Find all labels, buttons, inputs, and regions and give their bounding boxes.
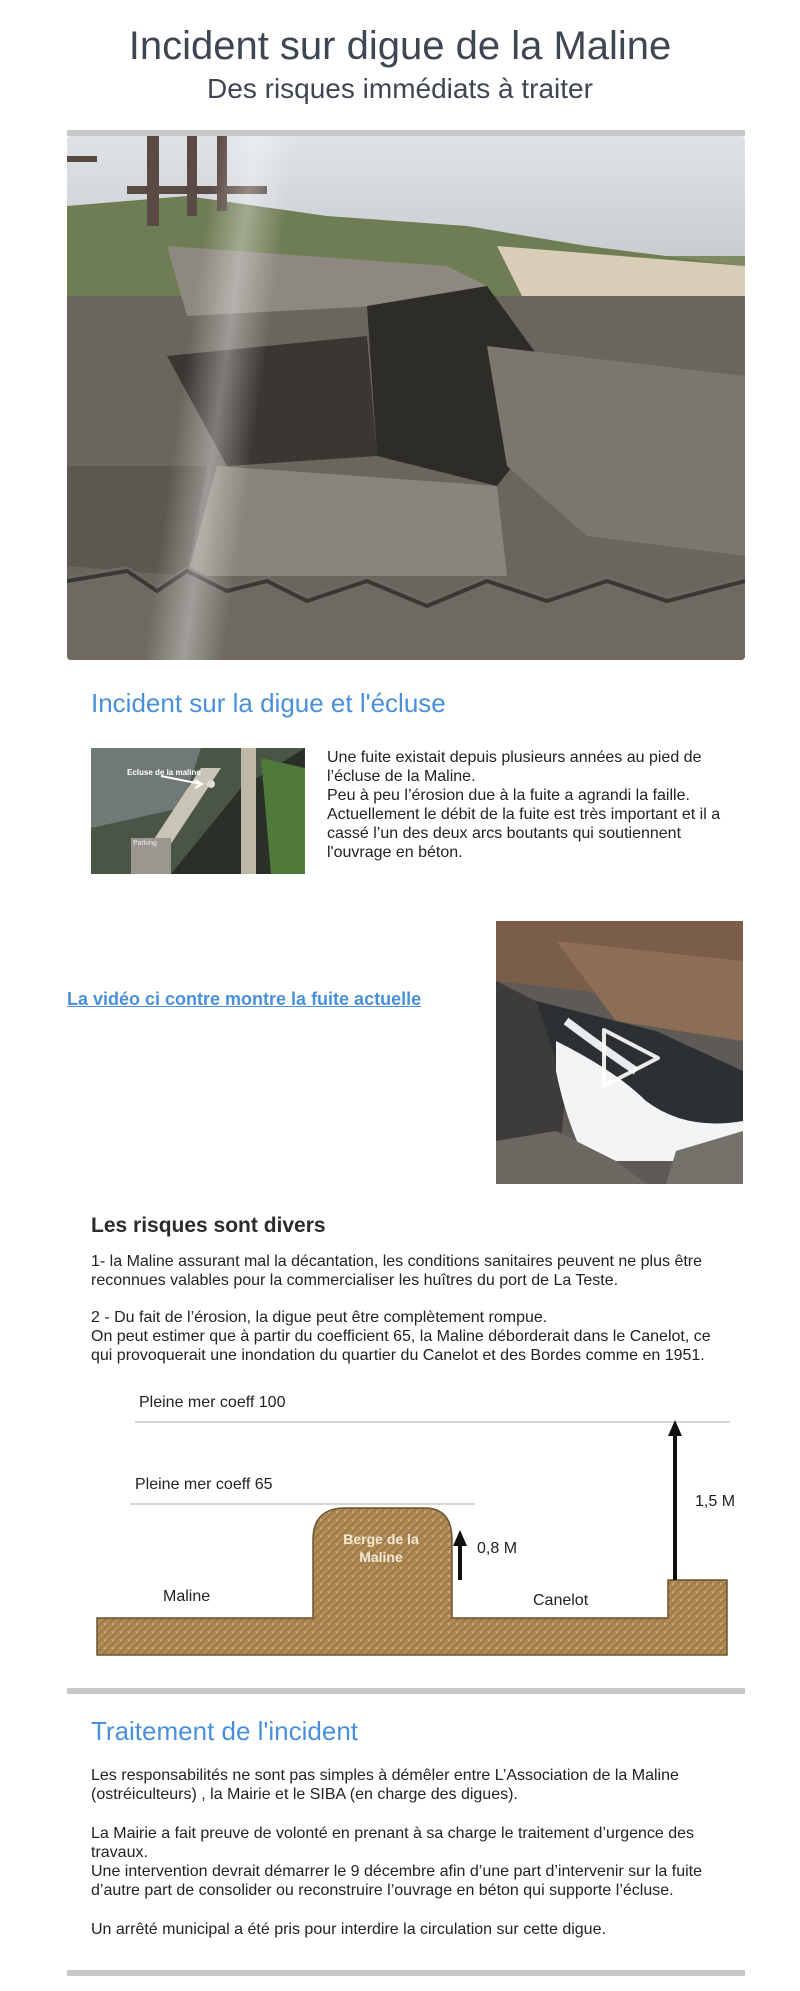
traitement-paragraph-3: Un arrêté municipal a été pris pour interdire la circulation sur cette digue. (91, 1921, 606, 1938)
label-height-1-5: 1,5 M (695, 1493, 736, 1510)
page-subtitle: Des risques immédiats à traiter (207, 73, 593, 104)
section-title-risks: Les risques sont divers (91, 1214, 326, 1237)
map-small-label: Parking (133, 840, 157, 847)
page-header (0, 0, 800, 106)
label-berge: Berge de la Maline (343, 1531, 419, 1565)
aerial-map-illustration (91, 748, 305, 874)
traitement-paragraph-1: Les responsabilités ne sont pas simples à démêler entre L’Association de la Maline (ostréiculteurs) , la Mairie et le SIBA (en charge des digues). (91, 1767, 679, 1803)
label-coeff-100: Pleine mer coeff 100 (139, 1394, 286, 1411)
diagram-drawing (95, 1390, 735, 1660)
play-icon[interactable] (600, 1026, 664, 1090)
map-label: Ecluse de la maline (127, 768, 201, 777)
incident-description: Une fuite existait depuis plusieurs années au pied de l’écluse de la Maline. Peu à peu l’érosion due à la fuite a agrandi la faille. Actuellement le débit de la fuite est très important et il a cassé l’un des deux arcs boutants qui soutiennent l'ouvrage en béton. (327, 749, 721, 861)
risks-paragraph-1: 1- la Maline assurant mal la décantation, les conditions sanitaires peuvent ne plus être reconnues valables pour la commercialiser les huîtres du port de La Teste. (91, 1253, 703, 1289)
section-title-incident: Incident sur la digue et l'écluse (91, 688, 446, 718)
video-link[interactable]: La vidéo ci contre montre la fuite actuelle (67, 989, 422, 1009)
label-height-0-8: 0,8 M (477, 1540, 518, 1557)
water-level-diagram (95, 1390, 735, 1660)
label-coeff-65: Pleine mer coeff 65 (135, 1476, 273, 1493)
label-canelot: Canelot (533, 1592, 589, 1609)
video-thumbnail[interactable] (496, 921, 743, 1184)
page-title: Incident sur digue de la Maline (128, 24, 672, 68)
divider (67, 1688, 745, 1694)
hero-photo (67, 136, 745, 660)
broken-dike-illustration (67, 136, 745, 660)
aerial-map-thumbnail (91, 748, 305, 874)
risks-paragraph-2: 2 - Du fait de l’érosion, la digue peut être complètement rompue. On peut estimer que à partir du coefficient 65, la Maline déborderait dans le Canelot, ce qui provoquerait une inondation du quartier du Canelot et des Bordes comme en 1951. (91, 1309, 711, 1364)
traitement-paragraph-2: La Mairie a fait preuve de volonté en prenant à sa charge le traitement d’urgence des travaux. Une intervention devrait démarrer le 9 décembre afin d’une part d’intervenir sur la fuite d’autre part de consolider ou reconstruire l’ouvrage en béton qui supporte l’écluse. (91, 1825, 702, 1899)
label-maline: Maline (163, 1588, 211, 1605)
section-title-traitement: Traitement de l'incident (91, 1716, 359, 1746)
divider (67, 1970, 745, 1976)
